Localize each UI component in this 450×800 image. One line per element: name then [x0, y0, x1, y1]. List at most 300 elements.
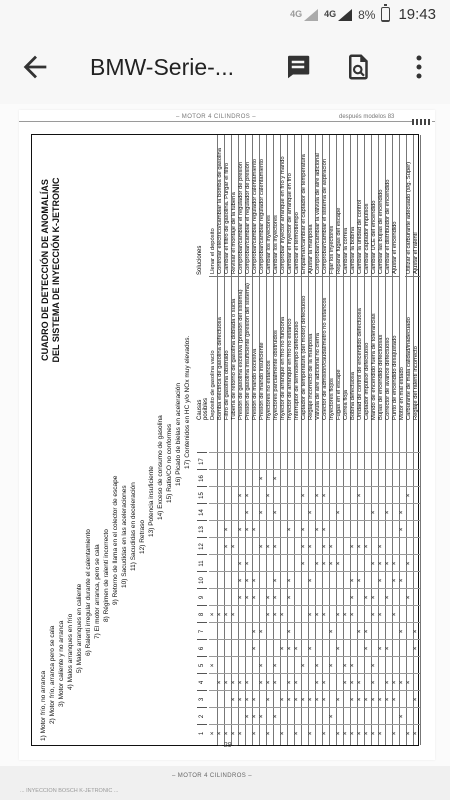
- grid-cell: ×: [314, 486, 322, 504]
- table-row: [412, 135, 421, 745]
- column-number: 1: [197, 724, 207, 742]
- grid-cell: ×: [244, 486, 252, 504]
- grid-cell: ×: [363, 588, 371, 606]
- grid-cell: ×: [349, 724, 357, 742]
- grid-cell: ×: [258, 656, 266, 674]
- column-number: 17: [197, 452, 207, 470]
- grid-cell: ×: [272, 656, 280, 674]
- grid-cell: ×: [370, 605, 378, 623]
- header-right: después modelos 83: [339, 114, 395, 120]
- network-label: 4G: [290, 9, 303, 19]
- column-number: 2: [197, 707, 207, 725]
- grid-cell: ×: [405, 724, 413, 742]
- grid-cell: ×: [286, 690, 294, 708]
- grid-cell: ×: [230, 537, 238, 555]
- solution-text: Comprobar/cambiar el sistema de aspiración: [321, 134, 329, 277]
- grid-cell: ×: [321, 673, 329, 691]
- grid-cell: ×: [398, 673, 406, 691]
- column-number: 8: [197, 605, 207, 623]
- grid-cell: ×: [244, 503, 252, 521]
- grid-cell: ×: [265, 588, 273, 606]
- symptom-item: 6) Ralentí irregular durante el calentamiento: [85, 529, 92, 656]
- grid-cell: ×: [237, 554, 245, 572]
- cause-text: Captador de temperatura (del motor) defectuoso: [301, 295, 307, 420]
- grid-cell: ×: [356, 673, 364, 691]
- cause-text: Válvula de aire adicional no cierra: [315, 332, 321, 420]
- solution-text: Cambiar el inyector de arranque en frío: [286, 134, 294, 277]
- grid-cell: ×: [349, 605, 357, 623]
- solution-text: Cambiar captador impulsos: [363, 134, 371, 277]
- solutions-header: Soluciones: [197, 245, 203, 275]
- grid-cell: ×: [293, 639, 301, 657]
- grid-cell: ×: [377, 639, 385, 657]
- grid-cell: ×: [307, 537, 315, 555]
- grid-cell: ×: [286, 622, 294, 640]
- grid-cell: ×: [251, 622, 259, 640]
- solution-text: Cambiar los inyectores: [272, 134, 280, 277]
- symptom-item: 17) Contenidos en HC y/o NOx muy elevados.: [184, 335, 191, 469]
- grid-cell: ×: [398, 707, 406, 725]
- more-vert-icon[interactable]: [410, 52, 428, 82]
- solution-text: Cambiar el distribuidor de encendido: [384, 134, 392, 277]
- grid-cell: ×: [237, 486, 245, 504]
- grid-cell: ×: [370, 503, 378, 521]
- grid-cell: ×: [244, 690, 252, 708]
- grid-cell: ×: [265, 724, 273, 742]
- grid-cell: ×: [216, 605, 224, 623]
- cause-text: Inyectores parcialmente obstruidos: [273, 330, 279, 420]
- cause-text: Inyector de arranque en frío no estanco: [287, 318, 293, 420]
- grid-cell: ×: [412, 622, 420, 640]
- grid-cell: ×: [223, 724, 231, 742]
- grid-cell: ×: [237, 588, 245, 606]
- solution-text: Ajustar la mariposa: [307, 134, 315, 277]
- grid-cell: ×: [391, 673, 399, 691]
- grid-cell: ×: [391, 571, 399, 589]
- grid-cell: ×: [237, 673, 245, 691]
- grid-cell: ×: [272, 571, 280, 589]
- grid-cell: ×: [307, 690, 315, 708]
- grid-cell: ×: [293, 724, 301, 742]
- grid-cell: [412, 656, 420, 674]
- symptom-item: 1) Motor frío, no arranca: [40, 670, 47, 741]
- column-number: 7: [197, 622, 207, 640]
- cause-text: Presión de mando excesiva: [252, 348, 258, 420]
- grid-cell: ×: [251, 690, 259, 708]
- cause-text: Captador impulsor defectuoso: [364, 342, 370, 420]
- grid-cell: ×: [363, 690, 371, 708]
- grid-cell: ×: [272, 673, 280, 691]
- solution-text: Comprobar inyector arranque en frío y mando: [279, 134, 287, 277]
- cause-text: Mando de encendido fuera de tolerancias: [371, 313, 377, 420]
- grid-cell: ×: [335, 690, 343, 708]
- grid-cell: ×: [398, 503, 406, 521]
- solution-text: Utilizar el carburante adecuado (s/g. Súper): [405, 134, 413, 277]
- symptom-item: 12) Retraso: [139, 520, 146, 554]
- grid-cell: ×: [391, 605, 399, 623]
- column-number: 3: [197, 690, 207, 708]
- grid-cell: ×: [349, 588, 357, 606]
- grid-cell: [412, 571, 420, 589]
- grid-cell: ×: [209, 605, 217, 623]
- column-number: 11: [197, 554, 207, 572]
- grid-cell: ×: [307, 605, 315, 623]
- network-4g-icon-1: [290, 9, 318, 21]
- next-page-header: – MOTOR 4 CILINDROS –: [172, 773, 252, 779]
- grid-cell: ×: [307, 639, 315, 657]
- grid-cell: ×: [251, 707, 259, 725]
- symptom-item: 14) Exceso de consumo de gasolina: [157, 415, 164, 520]
- solution-text: Cambiar los inyectores: [265, 134, 273, 277]
- grid-cell: ×: [307, 503, 315, 521]
- grid-cell: ×: [321, 537, 329, 555]
- solution-text: Cambiar UCE del encendido: [370, 134, 378, 277]
- grid-cell: ×: [279, 690, 287, 708]
- grid-cell: ×: [384, 673, 392, 691]
- grid-cell: ×: [384, 503, 392, 521]
- grid-cell: ×: [363, 537, 371, 555]
- grid-cell: ×: [412, 690, 420, 708]
- symptom-item: 11) Sacudidas en deceleración: [130, 482, 137, 571]
- grid-cell: ×: [272, 537, 280, 555]
- grid-cell: ×: [230, 690, 238, 708]
- signal-icon: [304, 9, 318, 21]
- grid-cell: ×: [272, 605, 280, 623]
- grid-cell: ×: [349, 571, 357, 589]
- cause-text: Presión de gasolina excesiva (presión del sistema): [238, 289, 244, 420]
- grid-cell: ×: [363, 639, 371, 657]
- grid-cell: ×: [405, 673, 413, 691]
- solution-text: Ajustar el ralentí: [412, 134, 420, 277]
- grid-cell: ×: [251, 588, 259, 606]
- grid-cell: ×: [258, 537, 266, 555]
- battery-percent: 8%: [358, 7, 376, 22]
- grid-cell: ×: [286, 588, 294, 606]
- grid-cell: ×: [321, 520, 329, 538]
- barcode-stripe: [412, 119, 432, 125]
- grid-cell: ×: [244, 571, 252, 589]
- solution-text: Reparar fugas del escape: [335, 134, 343, 277]
- grid-cell: ×: [265, 605, 273, 623]
- solution-text: Controlar eléctrico/cambiar la bomba de gasolina: [216, 134, 224, 277]
- grid-cell: ×: [356, 537, 364, 555]
- grid-cell: ×: [279, 605, 287, 623]
- grid-cell: ×: [300, 656, 308, 674]
- symptom-item: 7) El motor arranca, pero se cala: [94, 544, 101, 639]
- grid-cell: ×: [237, 690, 245, 708]
- grid-cell: [412, 588, 420, 606]
- grid-cell: ×: [209, 656, 217, 674]
- grid-cell: ×: [377, 554, 385, 572]
- grid-cell: [412, 537, 420, 555]
- fault-detection-table: [31, 134, 419, 746]
- grid-cell: ×: [279, 639, 287, 657]
- column-number: 6: [197, 639, 207, 657]
- grid-cell: ×: [258, 503, 266, 521]
- arrow-left-icon[interactable]: [18, 50, 52, 84]
- grid-cell: ×: [223, 537, 231, 555]
- grid-cell: ×: [370, 724, 378, 742]
- grid-cell: ×: [307, 571, 315, 589]
- grid-cell: [412, 469, 420, 487]
- symptom-item: 10) Sacudidas en las aceleraciones: [121, 485, 128, 588]
- grid-cell: ×: [335, 724, 343, 742]
- grid-cell: ×: [286, 673, 294, 691]
- solution-text: Cambiar el filtro de gasolina. Purgar el filtro: [223, 134, 231, 277]
- column-number: 4: [197, 673, 207, 691]
- cause-text: Inyectores flojos: [329, 378, 335, 420]
- grid-cell: ×: [391, 690, 399, 708]
- solution-text: Comprobar/cambiar la válvula de aire adicional: [314, 134, 322, 277]
- cause-text: Fugas en el escape: [336, 369, 342, 420]
- grid-cell: ×: [251, 571, 259, 589]
- app-bar: [0, 32, 450, 105]
- grid-cell: ×: [384, 588, 392, 606]
- grid-cell: ×: [342, 673, 350, 691]
- grid-cell: ×: [398, 571, 406, 589]
- grid-cell: ×: [300, 537, 308, 555]
- grid-cell: ×: [384, 690, 392, 708]
- column-number: 12: [197, 537, 207, 555]
- grid-cell: ×: [398, 622, 406, 640]
- grid-cell: ×: [251, 520, 259, 538]
- column-number: 16: [197, 469, 207, 487]
- grid-cell: ×: [300, 690, 308, 708]
- symptom-item: 16) Picado de bielas en aceleración: [175, 383, 182, 486]
- grid-cell: ×: [265, 673, 273, 691]
- column-number: 13: [197, 520, 207, 538]
- grid-cell: ×: [377, 690, 385, 708]
- grid-cell: ×: [384, 554, 392, 572]
- grid-cell: ×: [300, 486, 308, 504]
- document-title: BMW-Serie-...: [90, 54, 234, 80]
- battery-icon: [381, 7, 390, 22]
- symptom-item: 8) Régimen de ralentí incorrecto: [103, 529, 110, 622]
- header-left: – MOTOR 4 CILINDROS –: [176, 114, 256, 120]
- grid-cell: ×: [398, 520, 406, 538]
- cause-text: Interruptor de termotiempo defectuoso: [294, 321, 300, 420]
- grid-cell: ×: [265, 486, 273, 504]
- grid-cell: ×: [377, 605, 385, 623]
- document-viewer[interactable]: [0, 104, 450, 800]
- column-number: 14: [197, 503, 207, 521]
- grid-cell: ×: [223, 520, 231, 538]
- grid-cell: ×: [209, 724, 217, 742]
- grid-cell: ×: [230, 673, 238, 691]
- cause-text: Bujías de encendido defectuosas: [378, 334, 384, 420]
- grid-cell: ×: [377, 724, 385, 742]
- grid-cell: ×: [405, 588, 413, 606]
- grid-cell: ×: [251, 639, 259, 657]
- grid-cell: ×: [251, 724, 259, 742]
- grid-cell: ×: [272, 707, 280, 725]
- grid-cell: ×: [244, 673, 252, 691]
- grid-cell: ×: [244, 554, 252, 572]
- signal-icon: [338, 9, 352, 21]
- column-number: 5: [197, 656, 207, 674]
- grid-cell: ×: [377, 537, 385, 555]
- search-document-icon[interactable]: [344, 52, 374, 82]
- grid-cell: ×: [321, 554, 329, 572]
- grid-cell: ×: [230, 605, 238, 623]
- grid-cell: ×: [237, 571, 245, 589]
- grid-cell: ×: [342, 656, 350, 674]
- grid-cell: ×: [230, 724, 238, 742]
- grid-cell: [412, 707, 420, 725]
- grid-cell: ×: [237, 520, 245, 538]
- grid-cell: ×: [258, 707, 266, 725]
- grid-cell: [412, 605, 420, 623]
- grid-cell: ×: [370, 656, 378, 674]
- grid-cell: ×: [286, 520, 294, 538]
- solution-text: Comprobar/cambiar el regulador de presión: [237, 134, 245, 277]
- cause-text: Reglaje incorrecto de la mariposa: [308, 333, 314, 420]
- cause-text: Correa floja: [343, 390, 349, 420]
- grid-cell: ×: [223, 673, 231, 691]
- grid-cell: ×: [321, 486, 329, 504]
- grid-cell: ×: [370, 588, 378, 606]
- grid-cell: ×: [328, 707, 336, 725]
- grid-cell: ×: [370, 554, 378, 572]
- cause-text: Motor en mal estado: [399, 367, 405, 420]
- grid-cell: ×: [328, 554, 336, 572]
- grid-cell: ×: [342, 605, 350, 623]
- grid-cell: ×: [335, 605, 343, 623]
- solution-text: Ajustar el encendido: [391, 134, 399, 277]
- grid-cell: ×: [279, 724, 287, 742]
- grid-cell: ×: [356, 622, 364, 640]
- cause-text: Bomba eléctrica de gasolina defectuosa: [217, 317, 223, 420]
- network-label: 4G: [324, 9, 337, 19]
- grid-cell: ×: [412, 639, 420, 657]
- grid-cell: ×: [272, 469, 280, 487]
- grid-cell: ×: [216, 724, 224, 742]
- grid-cell: ×: [300, 520, 308, 538]
- solution-text: Cambiar el termotiempo: [293, 134, 301, 277]
- grid-cell: ×: [314, 673, 322, 691]
- notes-icon[interactable]: [283, 52, 313, 82]
- grid-cell: ×: [314, 690, 322, 708]
- cause-text: Presión de gasolina insuficiente (presión del sistema): [245, 283, 251, 420]
- grid-cell: ×: [349, 690, 357, 708]
- grid-cell: ×: [314, 554, 322, 572]
- grid-cell: ×: [356, 486, 364, 504]
- grid-cell: [412, 503, 420, 521]
- cause-text: Bobina defectuosa: [350, 371, 356, 420]
- cause-text: Inyectores no estancos: [266, 360, 272, 420]
- grid-cell: [412, 452, 420, 470]
- grid-cell: ×: [223, 605, 231, 623]
- grid-cell: ×: [314, 520, 322, 538]
- document-page: [19, 110, 435, 760]
- grid-cell: ×: [384, 639, 392, 657]
- grid-cell: ×: [370, 690, 378, 708]
- grid-cell: ×: [405, 486, 413, 504]
- status-bar: [0, 0, 450, 32]
- grid-cell: ×: [370, 673, 378, 691]
- column-number: 15: [197, 486, 207, 504]
- grid-cell: ×: [272, 503, 280, 521]
- next-page-text: ... INYECCIÓN BOSCH K-JETRONIC ...: [20, 788, 119, 794]
- column-number: 10: [197, 571, 207, 589]
- solution-text: Llenar el depósito: [209, 134, 217, 277]
- solution-text: Comprobar/cambiar regulador calentamiento: [258, 134, 266, 277]
- solution-text: Revisar el montaje de la tubería: [230, 134, 238, 277]
- causes-header: Causas posibles: [197, 397, 209, 420]
- symptom-item: 15) Ratio/CO no conformes: [166, 423, 173, 503]
- grid-cell: ×: [258, 469, 266, 487]
- grid-cell: ×: [244, 707, 252, 725]
- grid-cell: ×: [391, 554, 399, 572]
- grid-cell: ×: [349, 656, 357, 674]
- grid-cell: ×: [363, 622, 371, 640]
- grid-cell: ×: [335, 554, 343, 572]
- symptom-item: 2) Motor frío, arranca pero se cala: [49, 625, 56, 724]
- grid-cell: ×: [272, 588, 280, 606]
- grid-cell: ×: [412, 724, 420, 742]
- grid-cell: ×: [328, 656, 336, 674]
- symptom-item: 13) Potencia insuficiente: [148, 466, 155, 537]
- network-4g-icon-2: [324, 9, 352, 21]
- page-header: [19, 113, 435, 125]
- clock: 19:43: [398, 6, 436, 23]
- grid-cell: ×: [391, 724, 399, 742]
- grid-cell: ×: [314, 605, 322, 623]
- title-line-1: CUADRO DE DETECCIÓN DE ANOMALÍAS: [40, 179, 50, 361]
- grid-cell: ×: [265, 537, 273, 555]
- grid-cell: ×: [342, 724, 350, 742]
- symptom-item: 5) Malos arranques en caliente: [76, 583, 83, 673]
- grid-cell: [412, 486, 420, 504]
- page-number: – 29 –: [218, 742, 238, 749]
- solution-text: Comprobar/cambiar regulador calentamiento: [251, 134, 259, 277]
- grid-cell: [412, 520, 420, 538]
- grid-cell: ×: [314, 656, 322, 674]
- rotated-table-wrapper: [27, 128, 423, 753]
- cause-text: Carburante de mala calidad/inadecuado: [406, 317, 412, 420]
- cause-text: Punto de encendido desajustado: [392, 335, 398, 420]
- fault-grid: [197, 148, 419, 745]
- solution-text: Fijar los inyectores: [328, 134, 336, 277]
- grid-cell: [412, 673, 420, 691]
- grid-cell: ×: [349, 673, 357, 691]
- cause-text: Colector de admisión/caudalímetro no estancos: [322, 297, 328, 420]
- grid-cell: ×: [244, 520, 252, 538]
- cause-text: Inyector de arranque en frío no funciona: [280, 316, 286, 420]
- grid-cell: ×: [377, 571, 385, 589]
- grid-cell: ×: [237, 724, 245, 742]
- grid-cell: ×: [307, 724, 315, 742]
- grid-cell: ×: [258, 673, 266, 691]
- grid-cell: ×: [293, 690, 301, 708]
- cause-text: Tubería de retorno de gasolina doblada o sucia: [231, 298, 237, 420]
- symptom-item: 9) Retorno de llama en el colector de escape: [112, 475, 119, 605]
- grid-cell: ×: [356, 724, 364, 742]
- cause-text: Unidad de control de encendido defectuosa: [357, 308, 363, 420]
- grid-cell: ×: [286, 639, 294, 657]
- grid-cell: ×: [286, 571, 294, 589]
- cause-text: Depósito de gasolina vacío: [210, 350, 216, 420]
- grid-cell: ×: [321, 605, 329, 623]
- grid-cell: ×: [335, 639, 343, 657]
- column-number: 9: [197, 588, 207, 606]
- grid-cell: ×: [321, 690, 329, 708]
- grid-cell: ×: [356, 690, 364, 708]
- grid-cell: [412, 554, 420, 572]
- grid-cell: ×: [328, 622, 336, 640]
- solution-text: Cambiar las bujías de encendido: [377, 134, 385, 277]
- cause-text: Presión de mando insuficiente: [259, 342, 265, 420]
